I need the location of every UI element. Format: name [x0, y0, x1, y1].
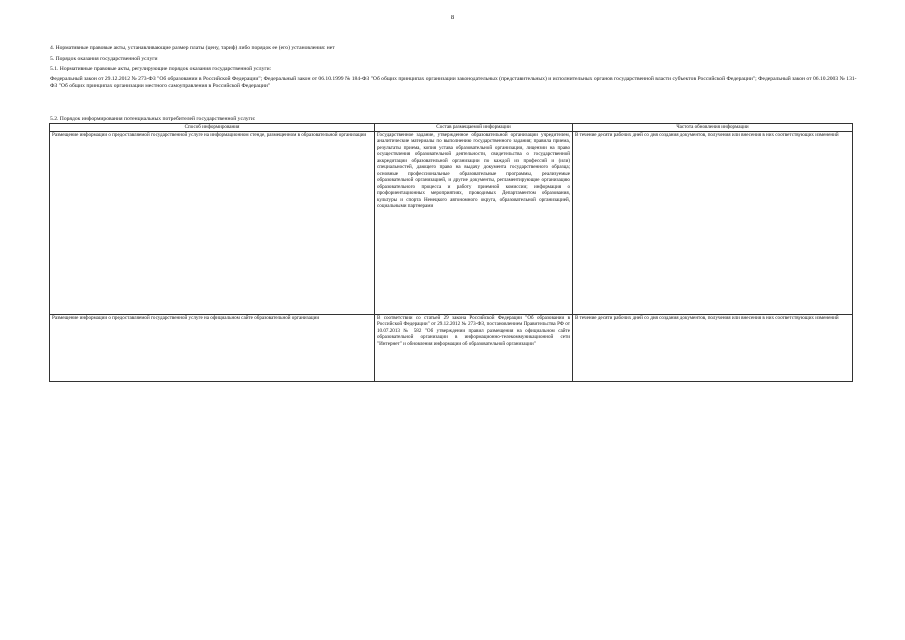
row-frequency: В течение десяти рабочих дней со дня создания документов, получения или внесения в них соответствующих изменений: [573, 315, 853, 382]
header-method: Способ информирования: [50, 124, 375, 132]
table-header-row: [50, 124, 853, 132]
header-frequency: Частота обновления информации: [573, 124, 853, 132]
row-content: Государственное задание, утвержденное образовательной организации учредителем, аналитические материалы по выполнению государственного задания; правила приема, результаты приема, копия устава образовательной организации, лицензии на право осуществления образовательной деятельности, свидетельства о государственной аккредитации образовательной организации по каждой из профессий и (или) специальностей, дающего право на выдачу документа государственного образца; основные профессиональные образовательные программы, реализуемые образовательной организацией, и другие документы, регламентирующие организацию образовательного процесса и работу приемной комиссии; информация о профориентационных мероприятиях, проводимых Департаментом образования, культуры и спорта Ненецкого автономного округа, образовательной организацией, социальными партнерами: [375, 132, 573, 315]
section-4-payment: 4. Нормативные правовые акты, устанавливающие размер платы (цену, тариф) либо порядок ее (его) установления: нет: [50, 45, 335, 51]
header-content: Состав размещаемой информации: [375, 124, 573, 132]
row-method: Размещение информации о предоставляемой государственной услуге на информационном стенде, размещенном в образовательной организации: [50, 132, 375, 315]
section-5-1-laws: Федеральный закон от 29.12.2012 № 273-ФЗ "Об образовании в Российской Федерации"; Федеральный закон от 06.10.1999 № 184-ФЗ "Об общих принципах организации законодательных (представительных) и исполнительных органов государственной власти субъектов Российской Федерации"; Федеральный закон от 06.10.2003 № 131-ФЗ "Об общих принципах организации местного самоуправления в Российской Федерации": [50, 76, 857, 89]
row-content: В соответствии со статьей 29 закона Российской Федерации "Об образовании в Российской Федерации" от 29.12.2012 № 273-ФЗ, постановлением Правительства РФ от 10.07.2013 № 582 "Об утверждении правил размещения на официальном сайте образовательной организации в информационно-телекоммуникационной сети "Интернет" и обновления информации об образовательной организации": [375, 315, 573, 382]
table-row: [50, 315, 853, 382]
section-5-title: 5. Порядок оказания государственной услуги: [50, 56, 158, 62]
page-number: 8: [450, 14, 455, 21]
table-row: [50, 132, 853, 315]
row-frequency: В течение десяти рабочих дней со дня создания документов, получения или внесения в них соответствующих изменений: [573, 132, 853, 315]
row-method: Размещение информации о предоставляемой государственной услуге на официальном сайте образовательной организации: [50, 315, 375, 382]
informing-table: [49, 123, 853, 382]
section-5-2-title: 5.2. Порядок информирования потенциальных потребителей государственной услуги:: [50, 116, 256, 122]
section-5-1-title: 5.1. Нормативные правовые акты, регулирующие порядок оказания государственной услуги:: [50, 66, 272, 72]
